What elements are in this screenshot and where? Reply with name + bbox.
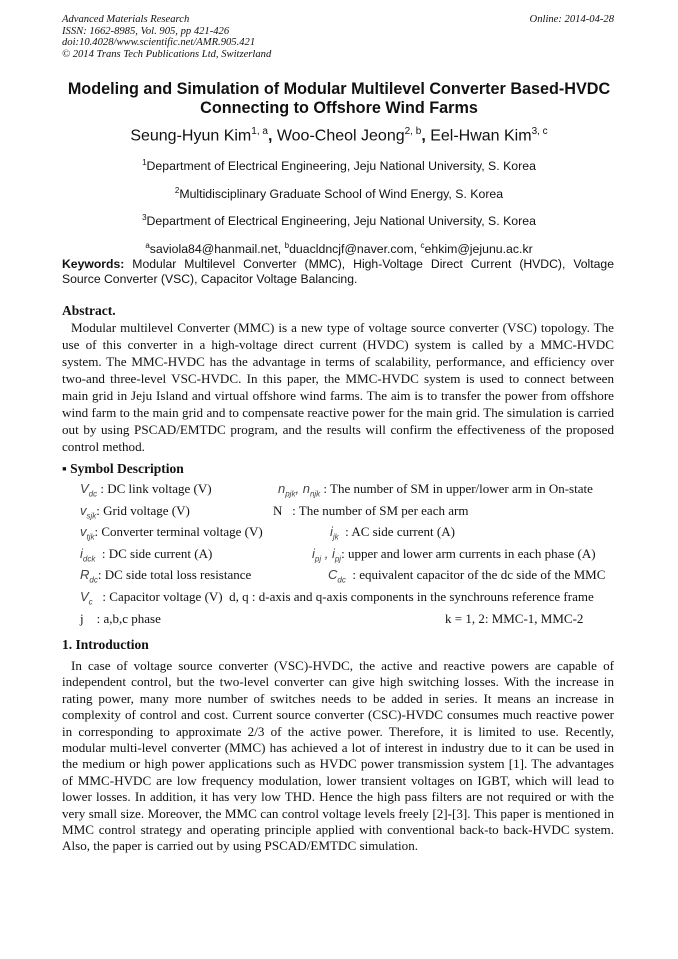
symbol-definition: $C_{dc}$ : equivalent capacitor of the dc side of the MMC: [328, 567, 606, 585]
symbol-definition: k = 1, 2: MMC-1, MMC-2: [445, 610, 584, 626]
abstract-text: Modular multilevel Converter (MMC) is a new type of voltage source converter (VSC) topology. The use of this converter in a high-voltage direct current (HVDC) system is called by a MMC-HVDC system. The MMC-HVDC has the advantage in terms of scalability, performance, and efficiency over two-and three-level VSC-HVDC. In this paper, the MMC-HVDC system is used to connect between main grid in Jeju Island and virtual offshore wind farms. The aim is to transfer the power from offshore wind farm to the main grid and to compensate reactive power for the main grid. The simulation is carried out by using PSCAD/EMTDC program, and the results will confirm the effectiveness of the proposed control method.: [62, 320, 614, 454]
introduction-text: In case of voltage source converter (VSC)-HVDC, the active and reactive powers are capable of independent control, but the two-level converter can give high switching losses. With the increase in rating power, many more number of switches needs to be added in series. It means an increase in complexity of control and cost. Current source converter (CSC)-HVDC consumes much reactive power in corresponding to approximate 2/3 of the active power. Therefore, it is limited to use. Recently, modular multi-level converter (MMC) has achieved a lot of interest in industry due to it can be used in the medium or high power applications such as HVDC power transmission system [1]. The advantages of MMC-HVDC are low frequency modulation, lower transient voltages on IGBT, which will lead to lower losses. In addition, it has very low THD. Hence the high pass filters are not required or with the very small size. Moreover, the MMC can control voltage levels freely [2]-[3]. This paper is mentioned in MMC control strategy and operating principle applied with conventional back-to back-HVDC system. Also, the paper is carried out by using PSCAD/EMTDC simulation.: [62, 658, 614, 854]
symbol-definition: $i_{dck}$ : DC side current (A): [80, 545, 213, 564]
email: duacldncjf@naver.com: [289, 241, 414, 256]
introduction-heading: 1. Introduction: [62, 637, 149, 652]
symbol: $i_{pj}$: [312, 545, 322, 564]
symbol-definition: $v_{sjk}$: Grid voltage (V): [80, 502, 190, 521]
symbol: $n_{pjk}$: [278, 481, 296, 499]
email: ehkim@jejunu.ac.kr: [424, 241, 533, 256]
affiliation: $^2$Multidisciplinary Graduate School of Wind Energy, S. Korea: [174, 185, 504, 201]
issn: ISSN: 1662-8985, Vol. 905, pp 421-426: [62, 25, 230, 37]
email: saviola84@hanmail.net: [149, 241, 278, 256]
author-list: Seung-Hyun Kim$^{1, a}$, Woo-Cheol Jeong$^{2, b}$, Eel-Hwan Kim$^{3, c}$: [130, 126, 548, 145]
symbol-row: [80, 608, 620, 630]
keywords: [62, 257, 614, 287]
author-sup: 1, a: [251, 126, 268, 137]
symbol: $v_{sjk}$: [80, 502, 97, 521]
author: Woo-Cheol Jeong: [276, 127, 405, 145]
symbol-row: [80, 500, 620, 522]
abstract-heading: Abstract.: [62, 303, 116, 318]
symbol: $i_{jk}$: [330, 524, 339, 542]
affiliations: [0, 151, 678, 261]
paper-title: Modeling and Simulation of Modular Multilevel Converter Based-HVDC Connecting to Offshore Wind Farms: [67, 80, 611, 117]
symbol-definition: j : a,b,c phase: [80, 610, 161, 626]
copyright: © 2014 Trans Tech Publications Ltd, Switzerland: [62, 48, 272, 60]
symbol-row: [80, 521, 620, 543]
symbol-definition: $V_{dc}$ : DC link voltage (V): [80, 481, 212, 499]
symbol-definition: $i_{pj}$ , $i_{pj}$: upper and lower arm currents in each phase (A): [312, 545, 596, 564]
emails: $^a$saviola84@hanmail.net, $^b$duacldncjf@naver.com, $^c$ehkim@jejunu.ac.kr: [145, 240, 533, 256]
symbol-heading: ▪ Symbol Description: [62, 461, 184, 476]
symbol-row: [80, 478, 620, 500]
affiliation: $^1$Department of Electrical Engineering, Jeju National University, S. Korea: [142, 158, 536, 174]
symbol-definition: $v_{tjk}$: Converter terminal voltage (V): [80, 524, 263, 542]
symbol: $i_{dck}$: [80, 545, 96, 564]
keywords-label: Keywords:: [62, 257, 125, 271]
journal-name: Advanced Materials Research: [62, 14, 190, 25]
symbol-definition: $R_{dc}$: DC side total loss resistance: [80, 567, 252, 585]
author: Eel-Hwan Kim: [430, 127, 532, 145]
symbol: $C_{dc}$: [328, 567, 346, 585]
keywords-text: Modular Multilevel Converter (MMC), High-Voltage Direct Current (HVDC), Voltage Source Converter (VSC), Capacitor Voltage Balancing.: [62, 257, 614, 286]
symbol-row: [80, 543, 620, 565]
symbol-row: [80, 564, 620, 586]
affiliation: $^3$Department of Electrical Engineering, Jeju National University, S. Korea: [142, 213, 536, 229]
online-date: Online: 2014-04-28: [529, 14, 614, 25]
symbol-definition: N : The number of SM per each arm: [273, 502, 469, 518]
symbol: $v_{tjk}$: [80, 524, 95, 542]
journal-header: [62, 14, 614, 60]
symbol-row: [80, 586, 620, 608]
symbol-definition: $i_{jk}$ : AC side current (A): [330, 524, 455, 542]
symbol: $V_c$: [80, 588, 93, 607]
symbol-list: [80, 478, 620, 629]
symbol-definition: $n_{pjk}$, $n_{njk}$ : The number of SM in upper/lower arm in On-state: [278, 481, 593, 499]
symbol: $R_{dc}$: [80, 567, 98, 585]
author: Seung-Hyun Kim: [130, 127, 252, 145]
author-sup: 2, b: [404, 126, 422, 137]
doi: doi:10.4028/www.scientific.net/AMR.905.421: [62, 37, 256, 49]
symbol-definition: $V_c$ : Capacitor voltage (V) d, q : d-axis and q-axis components in the synchrouns reference frame: [80, 588, 594, 607]
symbol: $V_{dc}$: [80, 481, 98, 499]
author-sup: 3, c: [531, 126, 548, 137]
